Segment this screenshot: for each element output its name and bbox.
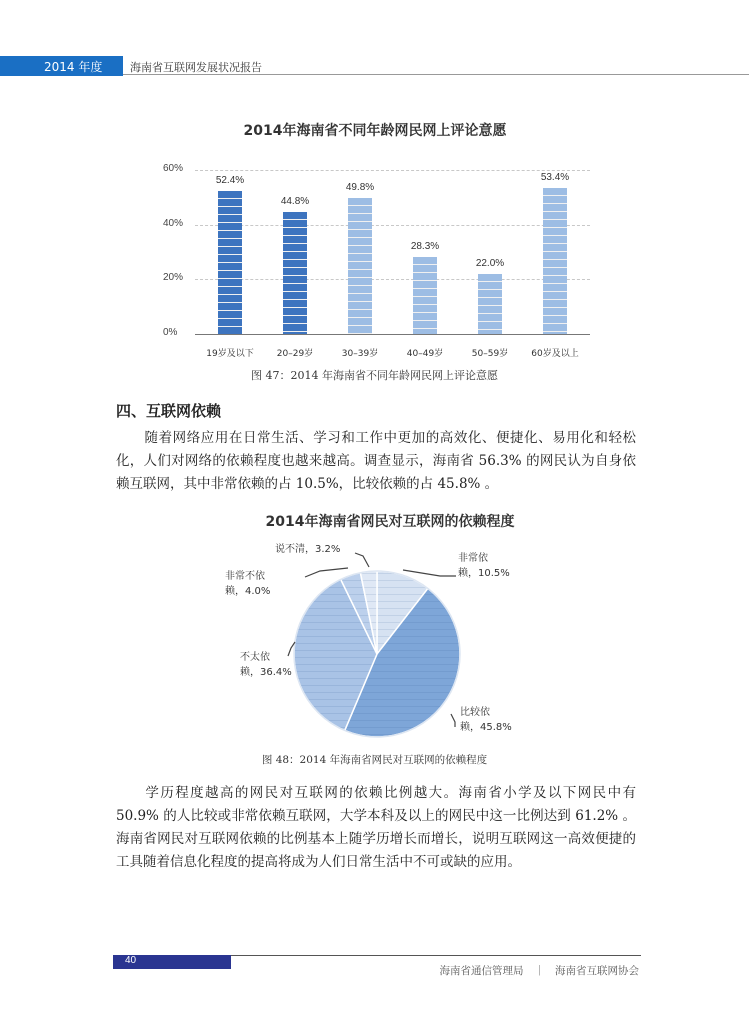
- pie-label: 非常依 赖，10.5%: [458, 553, 510, 579]
- paragraph-2: [116, 782, 636, 874]
- leader-line: [403, 570, 456, 576]
- category-label: 30–39岁: [341, 349, 379, 359]
- pie-label: 比较依 赖，45.8%: [460, 707, 512, 733]
- bar-chart-title: 2014年海南省不同年龄网民网上评论意愿: [243, 123, 507, 139]
- y-tick-label: 40%: [163, 217, 184, 229]
- pie-label: 说不清，3.2%: [275, 544, 341, 555]
- header-year: 2014 年度: [44, 60, 103, 74]
- section-heading: 四、互联网依赖: [116, 402, 222, 420]
- bar-value-label: 49.8%: [345, 181, 375, 193]
- category-label: 60岁及以上: [531, 349, 579, 359]
- y-tick-label: 60%: [163, 163, 184, 174]
- y-tick-label: 0%: [163, 327, 178, 338]
- leader-line: [355, 553, 369, 567]
- pie-chart-title: 2014年海南省网民对互联网的依赖程度: [265, 514, 515, 530]
- bar-value-label: 22.0%: [475, 257, 505, 269]
- leader-line: [451, 714, 455, 727]
- bar-value-label: 53.4%: [540, 172, 570, 184]
- category-label: 20–29岁: [276, 349, 314, 359]
- category-label: 40–49岁: [406, 349, 444, 359]
- footer-org: 海南省通信管理局 ｜ 海南省互联网协会: [439, 965, 639, 977]
- bar-value-label: 28.3%: [410, 240, 440, 252]
- page-number: 40: [125, 955, 137, 966]
- pie-label: 非常不依 赖，4.0%: [225, 571, 271, 597]
- bar-value-label: 52.4%: [215, 174, 245, 186]
- y-tick-label: 20%: [163, 272, 184, 284]
- figure-47-caption: 图 47：2014 年海南省不同年龄网民网上评论意愿: [251, 369, 498, 382]
- pie-label: 不太依 赖，36.4%: [240, 652, 292, 678]
- figure-48-caption: 图 48：2014 年海南省网民对互联网的依赖程度: [261, 754, 488, 766]
- bar-value-label: 44.8%: [280, 195, 310, 207]
- category-label: 19岁及以下: [206, 349, 254, 359]
- category-label: 50–59岁: [471, 349, 509, 359]
- header-title: 海南省互联网发展状况报告: [130, 61, 262, 74]
- paragraph-2-text: 学历程度越高的网民对互联网的依赖比例越大。海南省小学及以下网民中有 50.9% 的人比较或非常依赖互联网，大学本科及以上的网民中这一比例达到 61.2% 。海南省网民对互联网依赖的比例基本上随学历增长而增长，说明互联网这一高效便捷的工具随着信息化程度的提高将成为人们日常生活中不可或缺的应用。: [116, 785, 636, 870]
- footer-divider: [231, 955, 641, 956]
- leader-line: [305, 568, 348, 577]
- paragraph-1-text: 随着网络应用在日常生活、学习和工作中更加的高效化、便捷化、易用化和轻松化，人们对网络的依赖程度也越来越高。调查显示，海南省 56.3% 的网民认为自身依赖互联网，其中非常依赖的占 10.5%，比较依赖的占 45.8% 。: [116, 430, 636, 492]
